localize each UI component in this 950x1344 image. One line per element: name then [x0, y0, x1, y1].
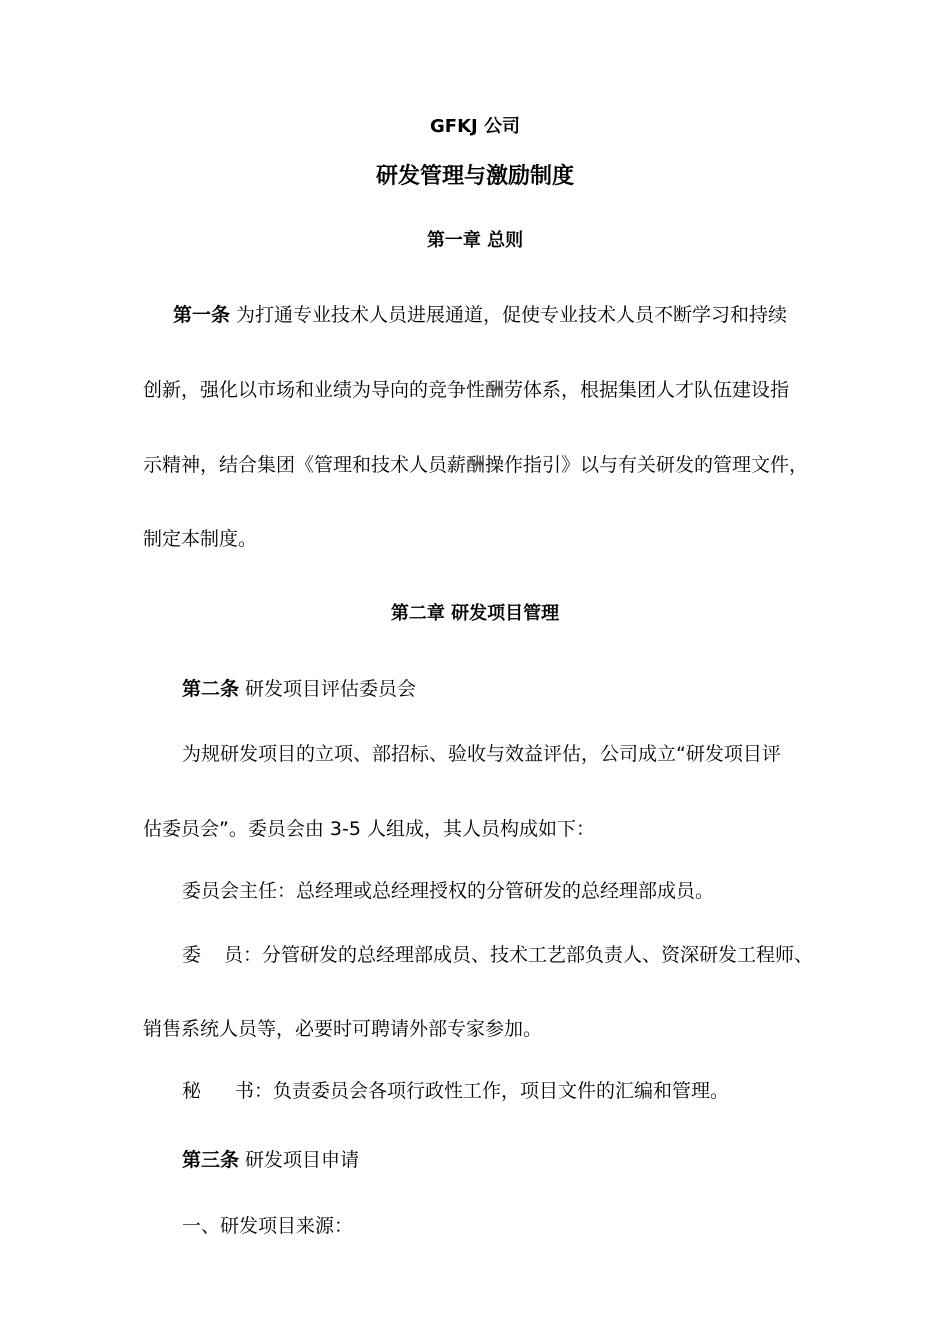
article-2-para-line-2: 估委员会”。委员会由 3-5 人组成，其人员构成如下： [143, 818, 595, 840]
article-1-line-3: 示精神，结合集团《管理和技术人员薪酬操作指引》以与有关研发的管理文件， [143, 454, 809, 476]
secretary-label-b: 书 [235, 1080, 255, 1102]
chapter-1-heading: 第一章 总则 [426, 230, 524, 251]
secretary-label-a: 秘 [182, 1080, 202, 1102]
article-3-heading [182, 1147, 882, 1173]
committee-members-line-1 [182, 942, 882, 968]
article-3-item-1: 一、研发项目来源： [182, 1215, 354, 1237]
committee-chair: 委员会主任：总经理或总经理授权的分管研发的总经理部成员。 [182, 880, 715, 902]
article-1-line-2: 创新，强化以市场和业绩为导向的竞争性酬劳体系，根据集团人才队伍建设指 [143, 379, 790, 401]
article-2-heading [182, 676, 882, 702]
members-text: ：分管研发的总经理部成员、技术工艺部负责人、资深研发工程师、 [243, 944, 814, 966]
article-2-label: 第二条 [182, 678, 240, 700]
secretary-text: ：负责委员会各项行政性工作，项目文件的汇编和管理。 [254, 1080, 730, 1102]
committee-members-line-2: 销售系统人员等，必要时可聘请外部专家参加。 [143, 1018, 543, 1040]
chapter-2-heading: 第二章 研发项目管理 [390, 603, 560, 624]
article-3-title: 研发项目申请 [239, 1149, 360, 1171]
committee-secretary [182, 1078, 882, 1104]
article-3-label: 第三条 [182, 1149, 240, 1171]
article-2-title: 研发项目评估委员会 [239, 678, 417, 700]
document-title: 研发管理与激励制度 [375, 164, 574, 189]
article-1-label: 第一条 [173, 304, 231, 326]
article-1-line-1 [173, 302, 873, 328]
article-1-text-1: 为打通专业技术人员进展通道，促使专业技术人员不断学习和持续 [230, 304, 788, 326]
article-1-line-4: 制定本制度。 [143, 528, 258, 550]
company-name: GFKJ 公司 [430, 116, 520, 137]
members-label-a: 委 [182, 944, 202, 966]
members-label-b: 员 [224, 944, 244, 966]
article-2-para-line-1: 为规研发项目的立项、部招标、验收与效益评估，公司成立“研发项目评 [182, 743, 781, 765]
